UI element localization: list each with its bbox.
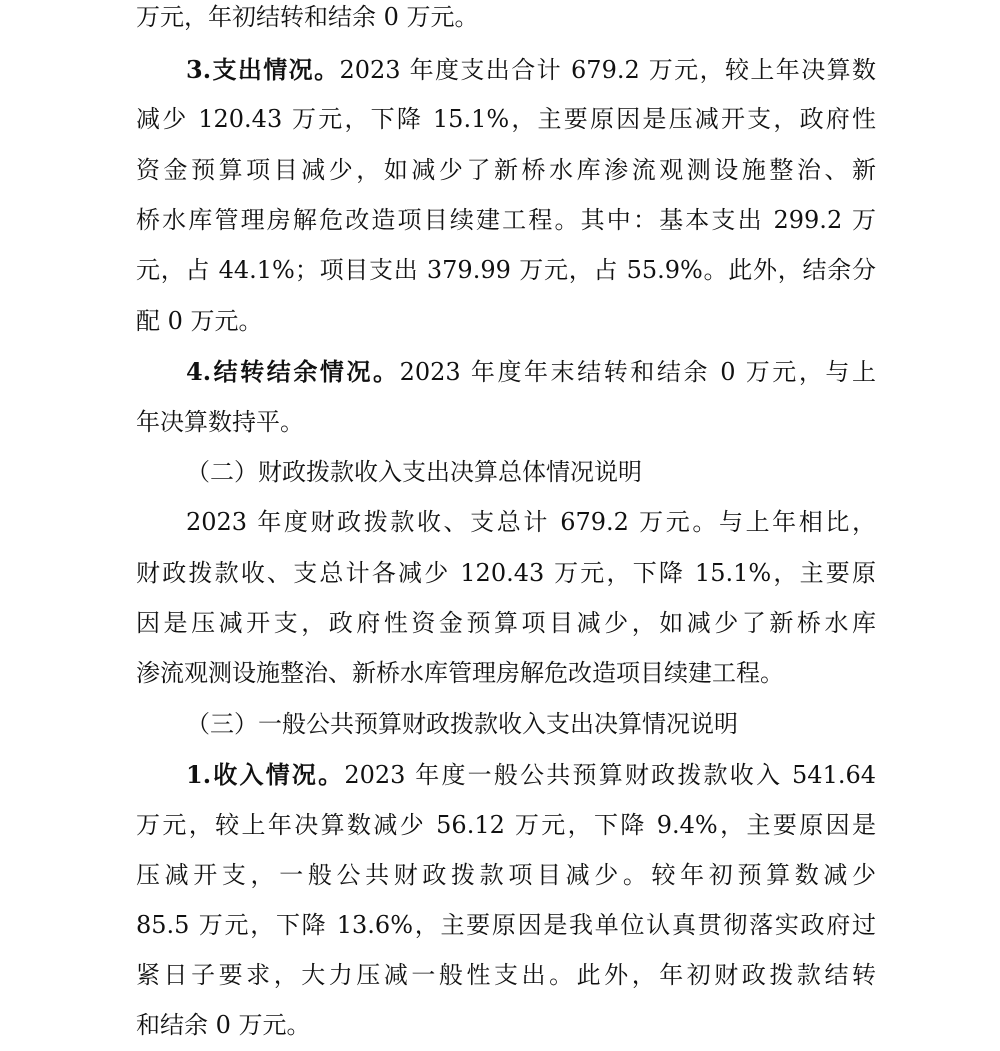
paragraph-line — [136, 850, 876, 901]
paragraph-line — [136, 548, 876, 599]
line-text: 渗流观测设施整治、新桥水库管理房解危改造项目续建工程。 — [136, 659, 784, 687]
paragraph-line — [186, 44, 876, 95]
paragraph-line — [136, 950, 876, 1001]
paragraph-line — [136, 648, 876, 699]
section-lead-expenditure: 3.支出情况。 — [186, 55, 340, 84]
line-text: 紧日子要求，大力压减一般性支出。此外，年初财政拨款结转 — [136, 961, 876, 989]
line-text: 因是压减开支，政府性资金预算项目减少，如减少了新桥水库 — [136, 609, 876, 637]
paragraph-line — [136, 195, 876, 246]
line-text: 压减开支，一般公共财政拨款项目减少。较年初预算数减少 — [136, 861, 876, 889]
section-heading — [186, 447, 876, 498]
line-text: 万元，年初结转和结余 0 万元。 — [136, 3, 479, 31]
line-text: 2023 年度一般公共预算财政拨款收入 541.64 — [344, 761, 877, 789]
line-text: 财政拨款收、支总计各减少 120.43 万元，下降 15.1%，主要原 — [136, 559, 876, 587]
line-text: 桥水库管理房解危改造项目续建工程。其中：基本支出 299.2 万 — [136, 206, 876, 234]
line-text: 减少 120.43 万元，下降 15.1%，主要原因是压减开支，政府性 — [136, 105, 876, 133]
paragraph-line — [136, 900, 876, 951]
paragraph-line — [136, 145, 876, 196]
paragraph-line — [136, 94, 876, 145]
line-text: 配 0 万元。 — [136, 307, 263, 335]
line-text: 2023 年度支出合计 679.2 万元，较上年决算数 — [339, 56, 877, 84]
heading-text: （三）一般公共预算财政拨款收入支出决算情况说明 — [186, 710, 738, 738]
heading-text: （二）财政拨款收入支出决算总体情况说明 — [186, 458, 642, 486]
line-text: 万元，较上年决算数减少 56.12 万元，下降 9.4%，主要原因是 — [136, 811, 876, 839]
line-text: 年决算数持平。 — [136, 408, 304, 436]
line-text: 和结余 0 万元。 — [136, 1011, 311, 1039]
line-text: 资金预算项目减少，如减少了新桥水库渗流观测设施整治、新 — [136, 156, 876, 184]
paragraph-line — [136, 800, 876, 851]
paragraph-line — [186, 346, 876, 397]
paragraph-line — [186, 497, 876, 548]
paragraph-line — [136, 296, 876, 347]
paragraph-line — [136, 245, 876, 296]
section-lead-income: 1.收入情况。 — [186, 760, 345, 789]
paragraph-line — [186, 749, 876, 800]
paragraph-line — [136, 397, 876, 448]
line-text: 2023 年度年末结转和结余 0 万元，与上 — [399, 358, 876, 386]
section-lead-carryover: 4.结转结余情况。 — [186, 357, 400, 386]
paragraph-line — [136, 1000, 876, 1051]
line-text: 元，占 44.1%；项目支出 379.99 万元，占 55.9%。此外，结余分 — [136, 256, 876, 284]
paragraph-line — [136, 0, 876, 43]
paragraph-line — [136, 598, 876, 649]
line-text: 2023 年度财政拨款收、支总计 679.2 万元。与上年相比， — [186, 508, 876, 536]
section-heading — [186, 699, 876, 750]
line-text: 85.5 万元，下降 13.6%，主要原因是我单位认真贯彻落实政府过 — [136, 911, 876, 939]
